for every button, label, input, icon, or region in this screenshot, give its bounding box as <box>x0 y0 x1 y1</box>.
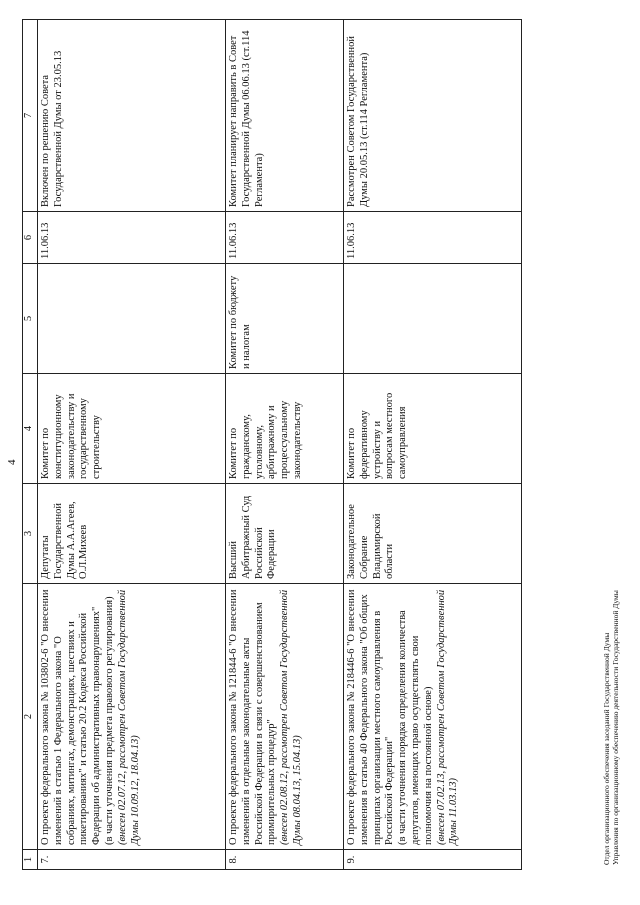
co-committee-cell <box>344 264 522 374</box>
committee-cell: Комитет по федеративному устройству и вопросам местного самоуправления <box>344 374 522 484</box>
bill-submission-info: (внесен 02.08.12, рассмотрен Советом Государственной Думы 08.04.13, 15.04.13) <box>279 589 303 845</box>
page-footer <box>602 590 621 865</box>
column-header-1: 1 <box>23 850 38 870</box>
column-header-3: 3 <box>23 484 38 584</box>
column-header-5: 5 <box>23 264 38 374</box>
bill-submission-info: (внесен 07.02.13, рассмотрен Советом Государственной Думы 11.03.13) <box>435 589 460 845</box>
page-number: 4 <box>6 459 18 465</box>
bill-note: (в части уточнения порядка определения количества депутатов, имеющих право осуществлять свои полномочия на постоянной основе) <box>397 610 434 845</box>
date-cell: 11.06.13 <box>38 212 226 264</box>
bill-description <box>344 584 522 850</box>
agenda-table <box>22 19 522 870</box>
table-row <box>344 20 522 870</box>
status-cell: Включен по решению Совета Государственной Думы от 23.05.13 <box>38 20 226 212</box>
column-header-4: 4 <box>23 374 38 484</box>
date-cell: 11.06.13 <box>344 212 522 264</box>
committee-cell: Комитет по гражданскому, уголовному, арбитражному и процессуальному законодательству <box>226 374 344 484</box>
status-cell: Рассмотрен Советом Государственной Думы 20.05.13 (ст.114 Регламента) <box>344 20 522 212</box>
bill-note: (в части уточнения предмета правового регулирования) <box>103 596 115 845</box>
footer-directorate: Управления по организационному обеспечению деятельности Государственной Думы <box>611 590 621 865</box>
bill-submission-info: (внесен 02.07.12, рассмотрен Советом Государственной Думы 10.09.12, 18.04.13) <box>116 589 141 845</box>
committee-cell: Комитет по конституционному законодательству и государственному строительству <box>38 374 226 484</box>
column-header-6: 6 <box>23 212 38 264</box>
row-number: 9. <box>344 850 522 870</box>
column-header-2: 2 <box>23 584 38 850</box>
bill-description <box>226 584 344 850</box>
co-committee-cell: Комитет по бюджету и налогам <box>226 264 344 374</box>
footer-department: Отдел организационного обеспечения заседаний Государственной Думы <box>602 632 611 865</box>
date-cell: 11.06.13 <box>226 212 344 264</box>
column-header-7: 7 <box>23 20 38 212</box>
bill-title: О проекте федерального закона № 218446-6 "О внесении изменения в статью 40 Федерального закона "Об общих принципах организации местного самоуправления в Российской Федерации" <box>346 589 396 845</box>
initiator-cell: Законодательное Собрание Владимирской области <box>344 484 522 584</box>
status-cell: Комитет планирует направить в Совет Государственной Думы 06.06.13 (ст.114 Регламента) <box>226 20 344 212</box>
bill-title: О проекте федерального закона № 103802-6 "О внесении изменений в статью 1 Федерального закона "О собраниях, митингах, демонстрациях, шествиях и пикетированиях" и статью 20.2 Кодекса Российской Федерации об административных правонарушениях" <box>40 589 103 845</box>
co-committee-cell <box>38 264 226 374</box>
bill-description <box>38 584 226 850</box>
table-row <box>38 20 226 870</box>
bill-title: О проекте федерального закона № 121844-6 "О внесении изменений в отдельные законодательные акты Российской Федерации в связи с совершенствованием примирительных процедур" <box>228 589 278 845</box>
table-row <box>226 20 344 870</box>
row-number: 8. <box>226 850 344 870</box>
row-number: 7. <box>38 850 226 870</box>
initiator-cell: Высший Арбитражный Суд Российской Федерации <box>226 484 344 584</box>
initiator-cell: Депутаты Государственной Думы А.А.Агеев, О.Л.Михеев <box>38 484 226 584</box>
table-header-row <box>23 20 38 870</box>
